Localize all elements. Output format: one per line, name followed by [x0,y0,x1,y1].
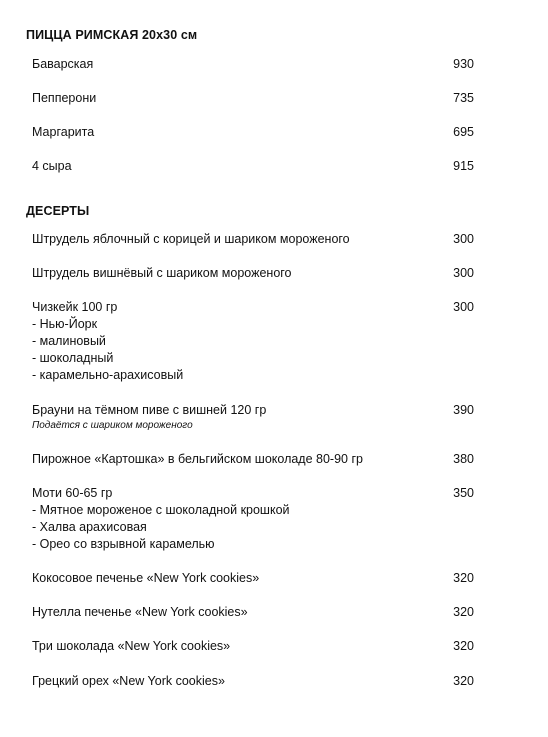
item-name: Кокосовое печенье «New York cookies» [32,571,260,585]
item-option: - карамельно-арахисовый [32,368,184,382]
item-name: Три шоколада «New York cookies» [32,639,231,653]
item-price: 735 [453,91,474,105]
item-option: - шоколадный [32,351,114,365]
menu-item [32,485,482,553]
menu-item [32,90,482,107]
item-price: 380 [453,452,474,466]
item-price: 695 [453,125,474,139]
menu-item [32,265,482,282]
item-name: Штрудель яблочный с корицей и шариком мороженого [32,232,350,246]
menu-item [32,158,482,175]
item-option: - Мятное мороженое с шоколадной крошкой [32,503,290,517]
item-name: Чизкейк 100 гр [32,300,118,314]
item-option: - Халва арахисовая [32,520,147,534]
item-name: Грецкий орех «New York cookies» [32,674,225,688]
menu-item [32,638,482,655]
item-name: Пепперони [32,91,97,105]
menu-item [32,570,482,587]
item-note: Подаётся с шариком мороженого [32,420,193,431]
menu-item [32,56,482,73]
item-price: 320 [453,639,474,653]
item-price: 320 [453,571,474,585]
item-price: 350 [453,486,474,500]
item-name: Штрудель вишнёвый с шариком мороженого [32,266,292,280]
section-title-pizza: ПИЦЦА РИМСКАЯ 20х30 см [26,28,198,42]
menu-item [32,402,482,432]
item-price: 300 [453,300,474,314]
item-price: 320 [453,674,474,688]
item-price: 390 [453,403,474,417]
item-name: Нутелла печенье «New York cookies» [32,605,248,619]
item-name: Баварская [32,57,94,71]
item-price: 320 [453,605,474,619]
item-name: Моти 60-65 гр [32,486,113,500]
section-title-desserts: ДЕСЕРТЫ [26,204,90,218]
item-name: 4 сыра [32,159,72,173]
item-option: - Орео со взрывной карамелью [32,537,215,551]
menu-item [32,451,482,468]
menu-item [32,231,482,248]
item-option: - малиновый [32,334,106,348]
menu-item [32,673,482,690]
item-price: 930 [453,57,474,71]
menu-item [32,604,482,621]
menu-item [32,299,482,384]
item-name: Брауни на тёмном пиве с вишней 120 гр [32,403,267,417]
item-name: Пирожное «Картошка» в бельгийском шоколаде 80-90 гр [32,452,363,466]
item-price: 300 [453,266,474,280]
item-name: Маргарита [32,125,95,139]
item-price: 300 [453,232,474,246]
item-price: 915 [453,159,474,173]
menu-item [32,124,482,141]
item-option: - Нью-Йорк [32,317,98,331]
